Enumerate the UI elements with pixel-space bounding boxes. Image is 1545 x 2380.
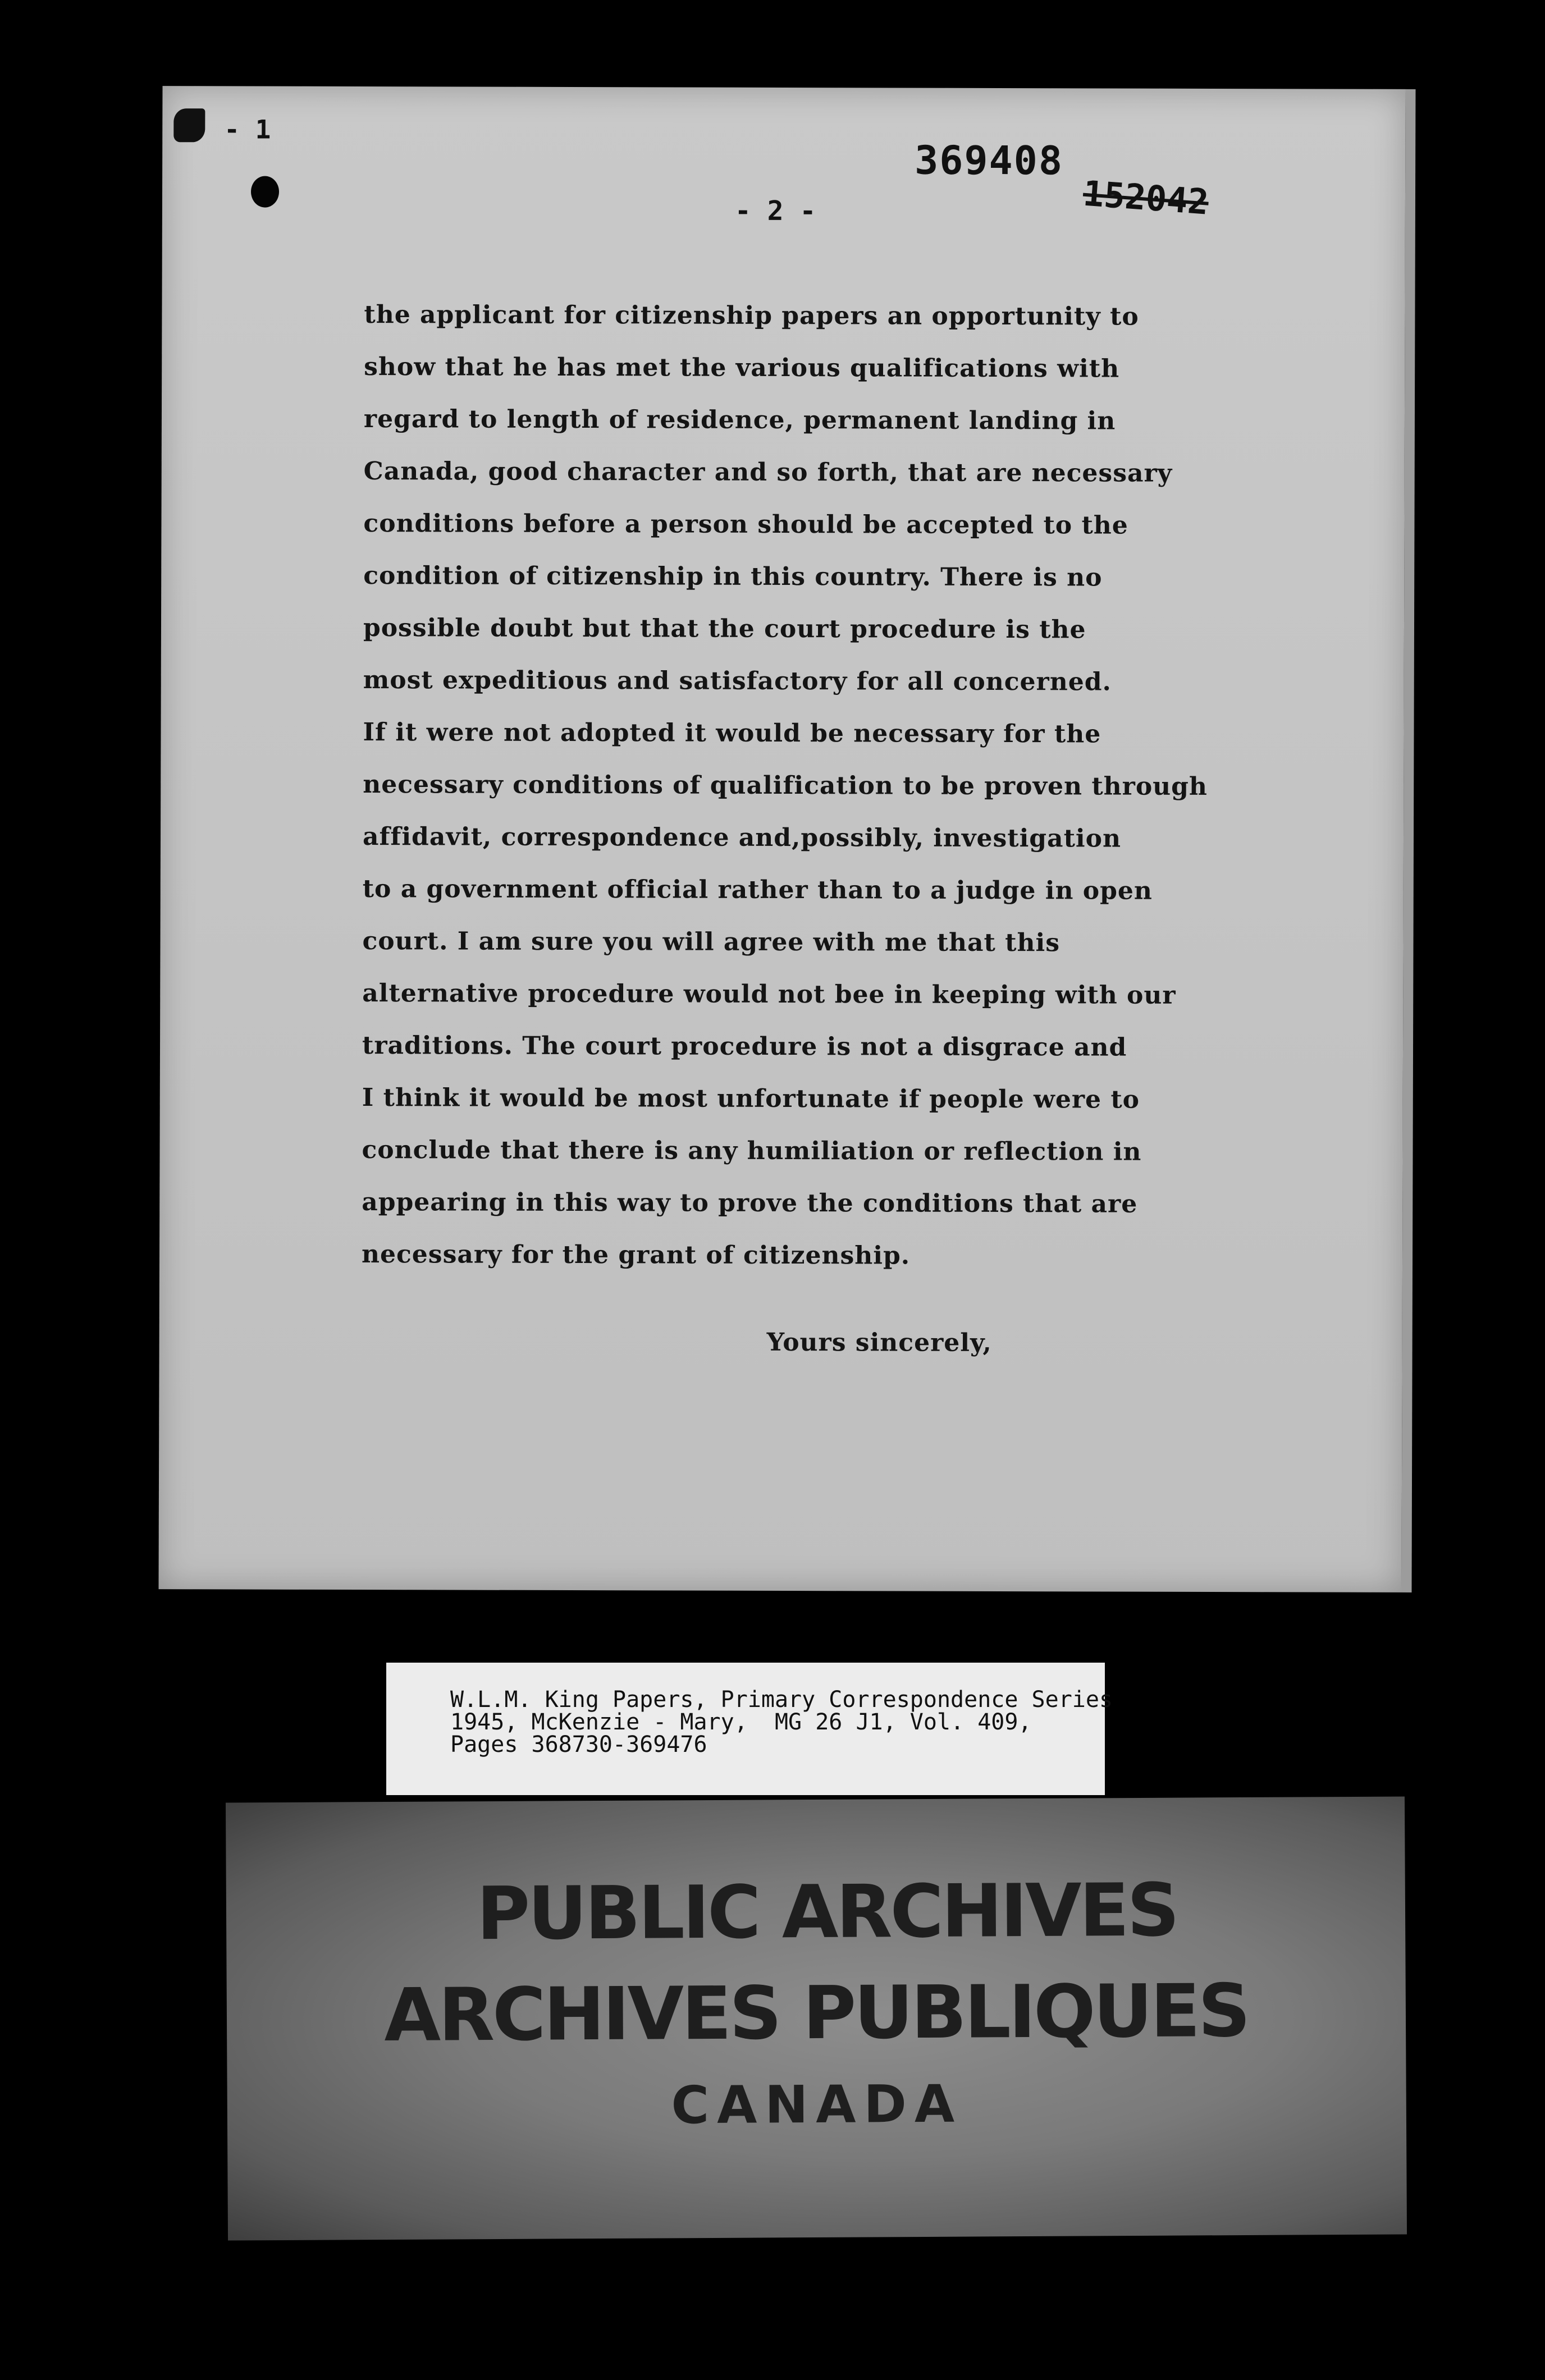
body-line: necessary conditions of qualification to be proven through (363, 770, 1208, 801)
body-line: affidavit, correspondence and,possibly, investigation (362, 822, 1122, 853)
body-line: conclude that there is any humiliation or reflection in (362, 1136, 1142, 1166)
letter-body (362, 289, 1453, 1283)
label-line: W.L.M. King Papers, Primary Correspondence Series (450, 1687, 1113, 1713)
stamp-public-archives: PUBLIC ARCHIVES (476, 1867, 1178, 1957)
page-number: - 2 - (734, 195, 816, 227)
archives-stamp-board (226, 1797, 1407, 2241)
body-line: most expeditious and satisfactory for all concerned. (363, 666, 1112, 697)
body-line: the applicant for citizenship papers an opportunity to (364, 300, 1139, 331)
body-line: show that he has met the various qualifications with (364, 353, 1120, 383)
old-number-struck: 152042 (1081, 172, 1210, 223)
stamp-canada: CANADA (671, 2074, 963, 2136)
body-line: alternative procedure would not bee in keeping with our (362, 979, 1176, 1010)
body-line: to a government official rather than to a judge in open (362, 875, 1153, 905)
body-line: conditions before a person should be accepted to the (363, 509, 1128, 540)
body-line: appearing in this way to prove the conditions that are (362, 1188, 1138, 1219)
body-line: traditions. The court procedure is not a disgrace and (362, 1031, 1127, 1062)
body-line: regard to length of residence, permanent landing in (363, 405, 1116, 436)
body-line: I think it would be most unfortunate if people were to (362, 1083, 1140, 1114)
catalogue-label (386, 1663, 1113, 1795)
body-line: condition of citizenship in this country. There is no (363, 561, 1103, 592)
label-line: Pages 368730-369476 (450, 1732, 707, 1757)
body-line: possible doubt but that the court procedure is the (363, 614, 1086, 644)
body-line: Canada, good character and so forth, that are necessary (363, 457, 1173, 488)
archive-number: 369408 (915, 137, 1064, 184)
letter-closing: Yours sincerely, (766, 1328, 992, 1357)
corner-mark (173, 108, 205, 142)
corner-dash: - 1 (224, 114, 271, 145)
body-line: necessary for the grant of citizenship. (361, 1240, 911, 1270)
document-page (158, 86, 1405, 1592)
label-line: 1945, McKenzie - Mary, MG 26 J1, Vol. 409, (450, 1709, 1032, 1735)
body-line: If it were not adopted it would be necessary for the (363, 718, 1101, 749)
body-line: court. I am sure you will agree with me that this (362, 927, 1061, 958)
stamp-archives-publiques: ARCHIVES PUBLIQUES (383, 1967, 1249, 2058)
punch-hole (251, 176, 279, 208)
